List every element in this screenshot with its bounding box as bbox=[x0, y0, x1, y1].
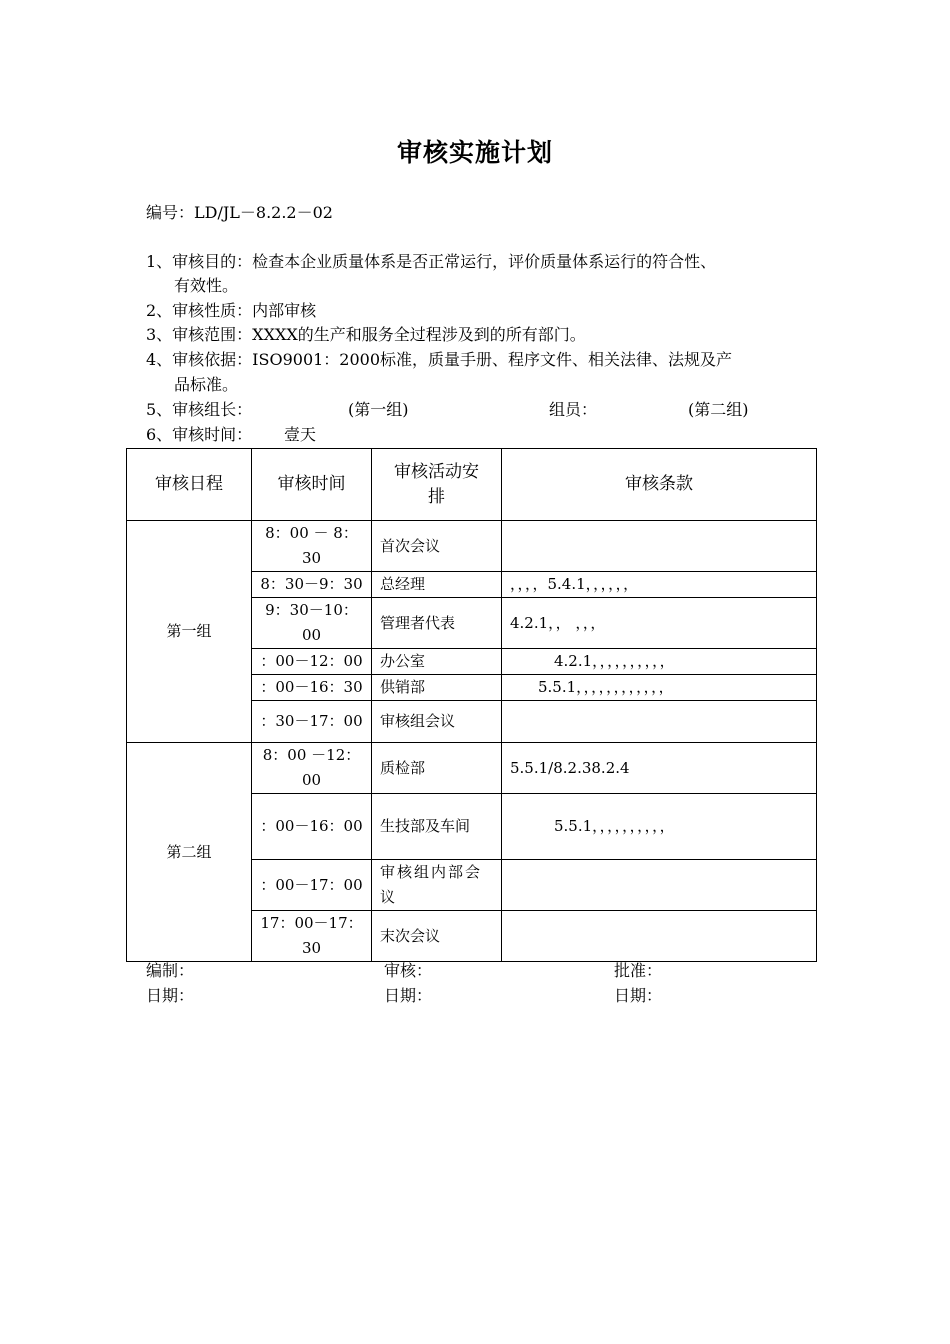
audit-schedule-table bbox=[126, 448, 817, 962]
row-clause: 5.5.1，，，，，，，，，， bbox=[502, 794, 817, 860]
item-member-label: 组员： bbox=[549, 400, 598, 419]
document-number: 编号：LD/JL－8.2.2－02 bbox=[146, 203, 333, 222]
table-row bbox=[127, 521, 817, 572]
row-clause bbox=[502, 701, 817, 743]
item-purpose: 1、审核目的：检查本企业质量体系是否正常运行，评价质量体系运行的符合性、 bbox=[146, 252, 717, 271]
footer-date-3: 日期： bbox=[614, 986, 663, 1005]
item-time-label: 6、审核时间： bbox=[146, 425, 253, 444]
header-activity: 审核活动安排 bbox=[372, 449, 502, 521]
item-scope: 3、审核范围：XXXX的生产和服务全过程涉及到的所有部门。 bbox=[146, 325, 586, 344]
row-activity: 生技部及车间 bbox=[372, 794, 502, 860]
row-activity: 总经理 bbox=[372, 572, 502, 598]
row-time: 8：00 －12：00 bbox=[252, 743, 372, 794]
row-clause: 4.2.1，， ，，， bbox=[502, 598, 817, 649]
item-basis-cont: 品标准。 bbox=[174, 375, 239, 394]
footer-prepared: 编制： bbox=[146, 961, 195, 980]
row-time: ：00－17：00 bbox=[252, 860, 372, 911]
item-nature: 2、审核性质：内部审核 bbox=[146, 301, 317, 320]
item-basis: 4、审核依据：ISO9001：2000标准，质量手册、程序文件、相关法律、法规及产 bbox=[146, 350, 733, 369]
footer-reviewed: 审核： bbox=[384, 961, 433, 980]
item-leader-group1: (第一组) bbox=[348, 400, 409, 419]
table-header-row bbox=[127, 449, 817, 521]
footer-date-1: 日期： bbox=[146, 986, 195, 1005]
row-activity: 办公室 bbox=[372, 649, 502, 675]
row-clause bbox=[502, 860, 817, 911]
header-clause: 审核条款 bbox=[502, 449, 817, 521]
row-clause: ，，，，5.4.1，，，，，， bbox=[502, 572, 817, 598]
row-activity: 审核组会议 bbox=[372, 701, 502, 743]
item-purpose-cont: 有效性。 bbox=[174, 276, 239, 295]
footer-approved: 批准： bbox=[614, 961, 663, 980]
row-clause: 4.2.1，，，，，，，，，， bbox=[502, 649, 817, 675]
row-time: ：00－12：00 bbox=[252, 649, 372, 675]
group-name-1: 第一组 bbox=[127, 521, 252, 743]
row-clause: 5.5.1/8.2.38.2.4 bbox=[502, 743, 817, 794]
row-activity: 质检部 bbox=[372, 743, 502, 794]
row-clause bbox=[502, 521, 817, 572]
row-activity: 管理者代表 bbox=[372, 598, 502, 649]
item-time-value: 壹天 bbox=[284, 425, 317, 444]
row-time: 9：30－10：00 bbox=[252, 598, 372, 649]
row-activity: 末次会议 bbox=[372, 911, 502, 962]
header-time: 审核时间 bbox=[252, 449, 372, 521]
row-time: ：00－16：00 bbox=[252, 794, 372, 860]
row-activity: 供销部 bbox=[372, 675, 502, 701]
header-schedule: 审核日程 bbox=[127, 449, 252, 521]
row-time: 8：30－9：30 bbox=[252, 572, 372, 598]
row-activity: 首次会议 bbox=[372, 521, 502, 572]
row-clause bbox=[502, 911, 817, 962]
row-clause: 5.5.1，，，，，，，，，，，， bbox=[502, 675, 817, 701]
document-title: 审核实施计划 bbox=[396, 138, 553, 167]
row-time: 17：00－17：30 bbox=[252, 911, 372, 962]
row-time: ：30－17：00 bbox=[252, 701, 372, 743]
item-leader-label: 5、审核组长： bbox=[146, 400, 253, 419]
row-activity: 审核组内部会议 bbox=[372, 860, 502, 911]
group-name-2: 第二组 bbox=[127, 743, 252, 962]
row-time: 8：00 － 8：30 bbox=[252, 521, 372, 572]
footer-date-2: 日期： bbox=[384, 986, 433, 1005]
table-row bbox=[127, 743, 817, 794]
item-member-group2: (第二组) bbox=[688, 400, 749, 419]
row-time: ：00－16：30 bbox=[252, 675, 372, 701]
